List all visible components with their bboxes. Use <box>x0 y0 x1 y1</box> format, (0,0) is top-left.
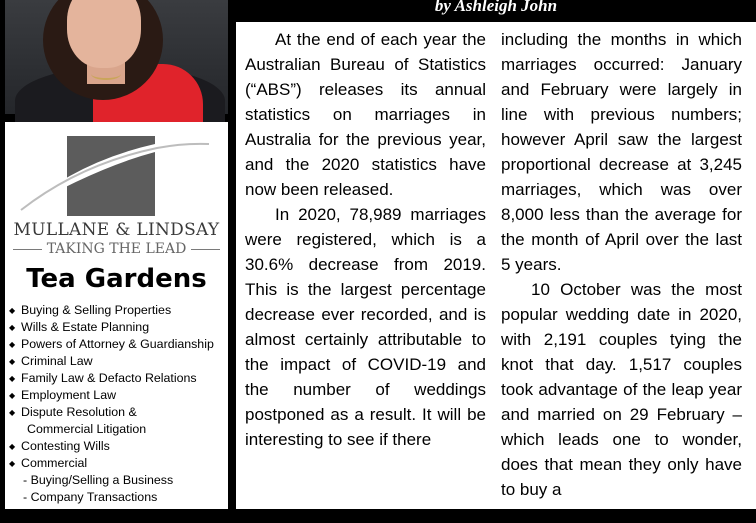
service-item: ◆ Family Law & Defacto Relations <box>9 370 228 387</box>
service-item: ◆ Contesting Wills <box>9 438 228 455</box>
tagline-text: TAKING THE LEAD <box>46 241 187 257</box>
services-list <box>9 302 228 523</box>
service-item: ◆ Commercial <box>9 455 228 472</box>
service-subitem: - Leasing <box>23 507 74 521</box>
paragraph: At the end of each year the Australian Bureau of Statistics (“ABS”) releases its annual statistics on marriages in Australia for the previous year, and the 2020 statistics have now been released. <box>245 30 486 199</box>
tagline-rule-left <box>13 249 42 250</box>
tagline-rule-right <box>191 249 220 250</box>
office-location: Tea Gardens <box>26 264 207 294</box>
service-item: ◆ Employment Law <box>9 387 228 404</box>
tagline <box>13 240 220 258</box>
article-byline: by Ashleigh John <box>434 0 558 15</box>
service-item: ◆ Buying & Selling Properties <box>9 302 228 319</box>
paragraph: 10 October was the most popular wedding date in 2020, with 2,191 couples tying the knot that day. 1,517 couples took advantage of the leap year and married on 29 February – which leads one to wonder, does that mean they only have to buy a <box>501 280 742 499</box>
article-body <box>236 22 756 509</box>
firm-name: MULLANE & LINDSAY <box>13 220 220 240</box>
service-subitem: - Buying/Selling a Business <box>23 473 174 487</box>
firm-advertisement <box>5 122 228 521</box>
service-item: ◆ Powers of Attorney & Guardianship <box>9 336 228 353</box>
article-column-2 <box>501 27 742 502</box>
service-item: ◆ Wills & Estate Planning <box>9 319 228 336</box>
paragraph-continued: including the months in which marriages occurred: January and February were largely in line with previous numbers; however April saw the largest proportional decrease at 3,245 marriages, which was over 8,000 less than the average for the month of April over the last 5 years. <box>501 30 742 274</box>
service-item-continued: Commercial Litigation <box>27 422 147 436</box>
author-photo <box>5 0 228 114</box>
service-subitem: - Company Transactions <box>23 490 158 504</box>
article-column-1 <box>245 27 486 452</box>
paragraph: In 2020, 78,989 marriages were registered, which is a 30.6% decrease from 2019. This is the largest percentage decrease ever recorded, and is almost certainly attributable to the impact of COVID-19 and the number of weddings postponed as a result. It will be interesting to see if there <box>245 205 486 449</box>
service-item: ◆ Criminal Law <box>9 353 228 370</box>
service-item: ◆ Dispute Resolution & <box>9 404 228 421</box>
